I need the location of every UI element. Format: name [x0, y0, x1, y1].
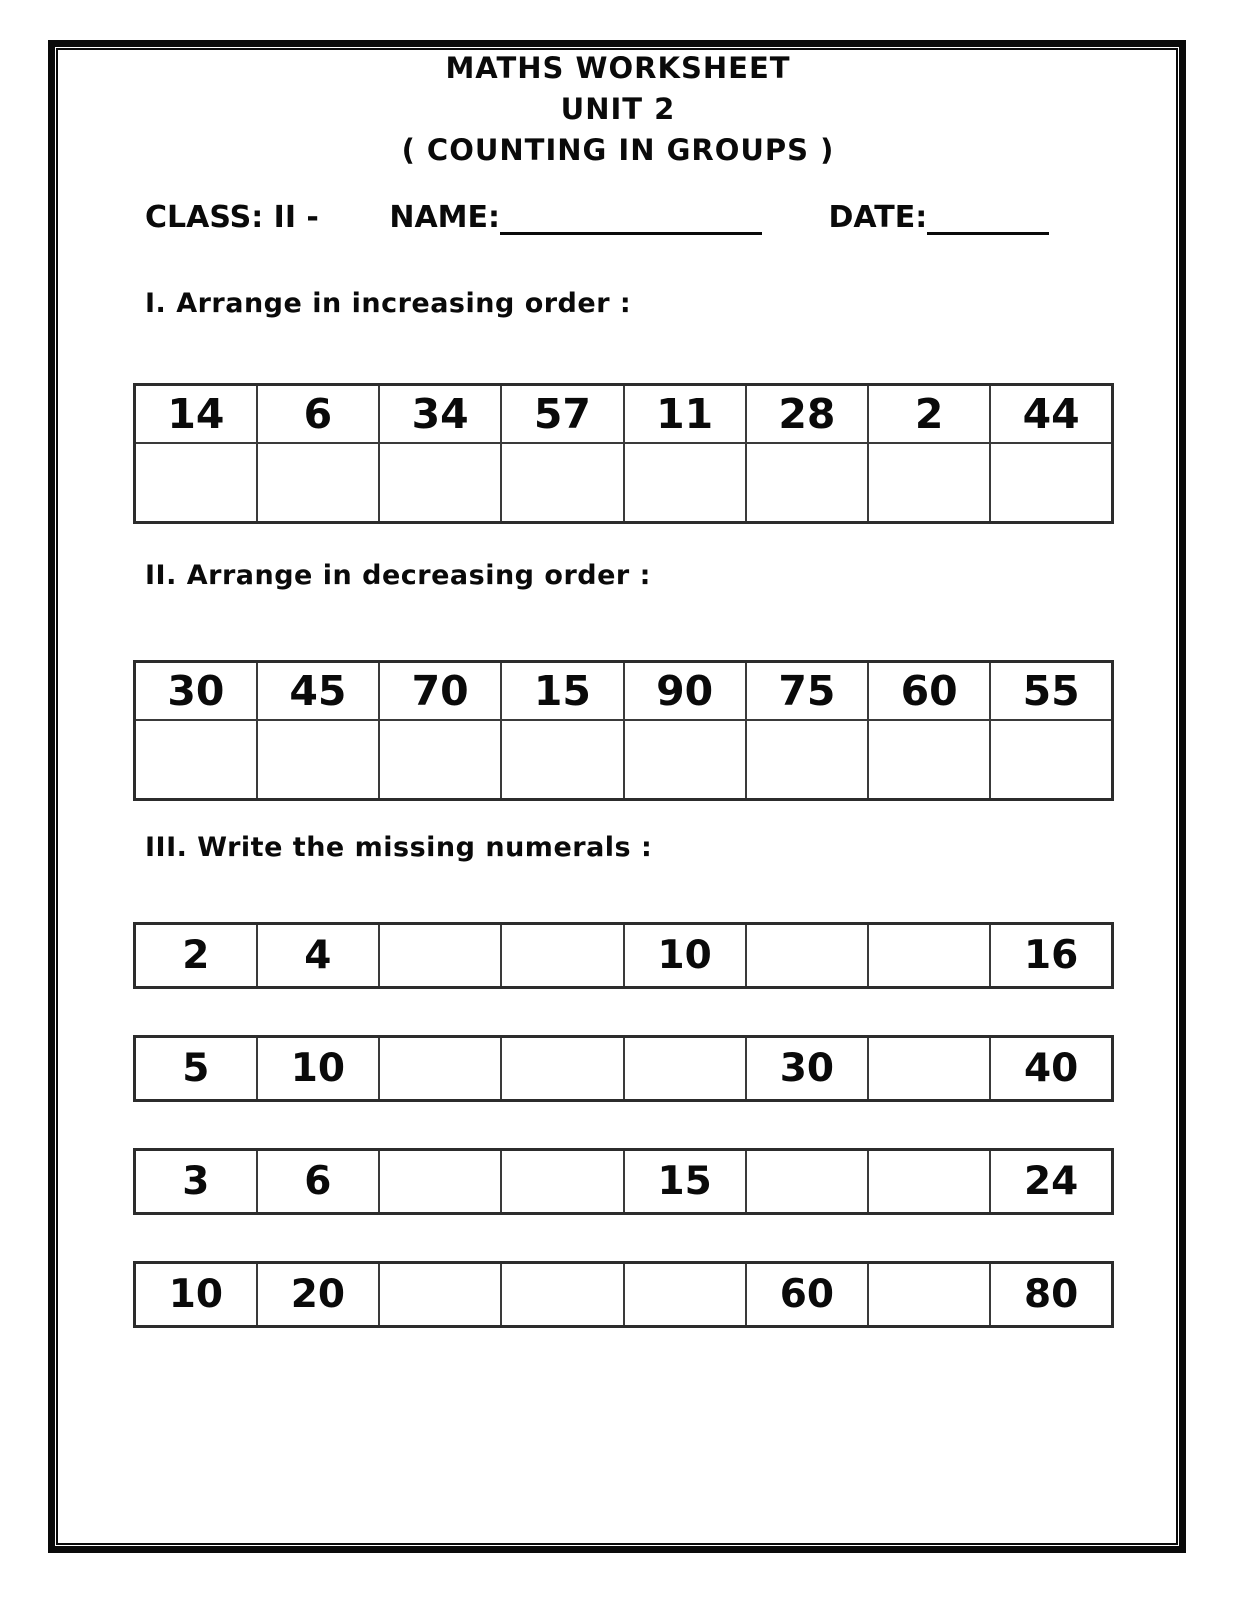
number-cell: 3 [135, 1150, 257, 1214]
date-label: DATE: [828, 200, 928, 235]
section-1-heading: I. Arrange in increasing order : [145, 288, 632, 319]
number-cell: 4 [257, 924, 379, 988]
number-cell: 10 [257, 1037, 379, 1101]
answer-cell[interactable] [135, 720, 257, 800]
number-cell: 16 [990, 924, 1112, 988]
answer-cell[interactable] [501, 720, 623, 800]
number-cell: 2 [868, 385, 990, 444]
missing-numeral-cell[interactable] [501, 924, 623, 988]
table-row [135, 720, 1113, 800]
missing-numeral-cell[interactable] [868, 1150, 990, 1214]
answer-cell[interactable] [501, 443, 623, 523]
number-cell: 80 [990, 1263, 1112, 1327]
answer-cell[interactable] [746, 720, 868, 800]
worksheet-subtitle: ( COUNTING IN GROUPS ) [401, 133, 835, 167]
table-row [135, 662, 1113, 721]
missing-numeral-cell[interactable] [379, 1150, 501, 1214]
number-cell: 30 [746, 1037, 868, 1101]
answer-cell[interactable] [746, 443, 868, 523]
student-info-line [145, 200, 1049, 235]
number-cell: 45 [257, 662, 379, 721]
number-cell: 10 [135, 1263, 257, 1327]
missing-numeral-cell[interactable] [501, 1150, 623, 1214]
answer-cell[interactable] [257, 443, 379, 523]
missing-numerals-row-1 [133, 922, 1114, 989]
number-cell: 11 [624, 385, 746, 444]
class-label: CLASS: II - [145, 200, 319, 235]
answer-cell[interactable] [379, 720, 501, 800]
missing-numeral-cell[interactable] [868, 1037, 990, 1101]
number-cell: 30 [135, 662, 257, 721]
number-cell: 57 [501, 385, 623, 444]
missing-numeral-cell[interactable] [868, 924, 990, 988]
missing-numerals-row-3 [133, 1148, 1114, 1215]
answer-cell[interactable] [379, 443, 501, 523]
number-cell: 40 [990, 1037, 1112, 1101]
number-cell: 75 [746, 662, 868, 721]
table-row [135, 443, 1113, 523]
date-blank[interactable] [927, 202, 1049, 235]
number-cell: 10 [624, 924, 746, 988]
missing-numeral-cell[interactable] [379, 1263, 501, 1327]
missing-numerals-row-4 [133, 1261, 1114, 1328]
number-cell: 60 [746, 1263, 868, 1327]
answer-cell[interactable] [624, 443, 746, 523]
missing-numeral-cell[interactable] [746, 1150, 868, 1214]
number-cell: 15 [501, 662, 623, 721]
missing-numeral-cell[interactable] [501, 1263, 623, 1327]
answer-cell[interactable] [868, 443, 990, 523]
answer-cell[interactable] [990, 720, 1112, 800]
answer-cell[interactable] [135, 443, 257, 523]
table-row [135, 924, 1113, 988]
section-3-heading: III. Write the missing numerals : [145, 832, 653, 863]
table-row [135, 385, 1113, 444]
number-cell: 15 [624, 1150, 746, 1214]
table-row [135, 1263, 1113, 1327]
number-cell: 2 [135, 924, 257, 988]
missing-numeral-cell[interactable] [501, 1037, 623, 1101]
title-block [0, 48, 1236, 171]
missing-numeral-cell[interactable] [746, 924, 868, 988]
table-row [135, 1037, 1113, 1101]
number-cell: 44 [990, 385, 1112, 444]
number-cell: 28 [746, 385, 868, 444]
section-2-heading: II. Arrange in decreasing order : [145, 560, 651, 591]
missing-numeral-cell[interactable] [624, 1263, 746, 1327]
missing-numeral-cell[interactable] [624, 1037, 746, 1101]
table-row [135, 1150, 1113, 1214]
number-cell: 34 [379, 385, 501, 444]
number-cell: 90 [624, 662, 746, 721]
decreasing-order-table [133, 660, 1114, 801]
answer-cell[interactable] [990, 443, 1112, 523]
name-blank[interactable] [500, 202, 762, 235]
number-cell: 70 [379, 662, 501, 721]
worksheet-title: MATHS WORKSHEET [445, 51, 791, 85]
number-cell: 24 [990, 1150, 1112, 1214]
number-cell: 5 [135, 1037, 257, 1101]
number-cell: 6 [257, 385, 379, 444]
answer-cell[interactable] [624, 720, 746, 800]
missing-numeral-cell[interactable] [379, 1037, 501, 1101]
name-label: NAME: [389, 200, 501, 235]
unit-title: UNIT 2 [560, 92, 676, 126]
answer-cell[interactable] [257, 720, 379, 800]
number-cell: 20 [257, 1263, 379, 1327]
missing-numerals-row-2 [133, 1035, 1114, 1102]
number-cell: 6 [257, 1150, 379, 1214]
answer-cell[interactable] [868, 720, 990, 800]
missing-numeral-cell[interactable] [868, 1263, 990, 1327]
number-cell: 55 [990, 662, 1112, 721]
increasing-order-table [133, 383, 1114, 524]
number-cell: 60 [868, 662, 990, 721]
number-cell: 14 [135, 385, 257, 444]
missing-numeral-cell[interactable] [379, 924, 501, 988]
